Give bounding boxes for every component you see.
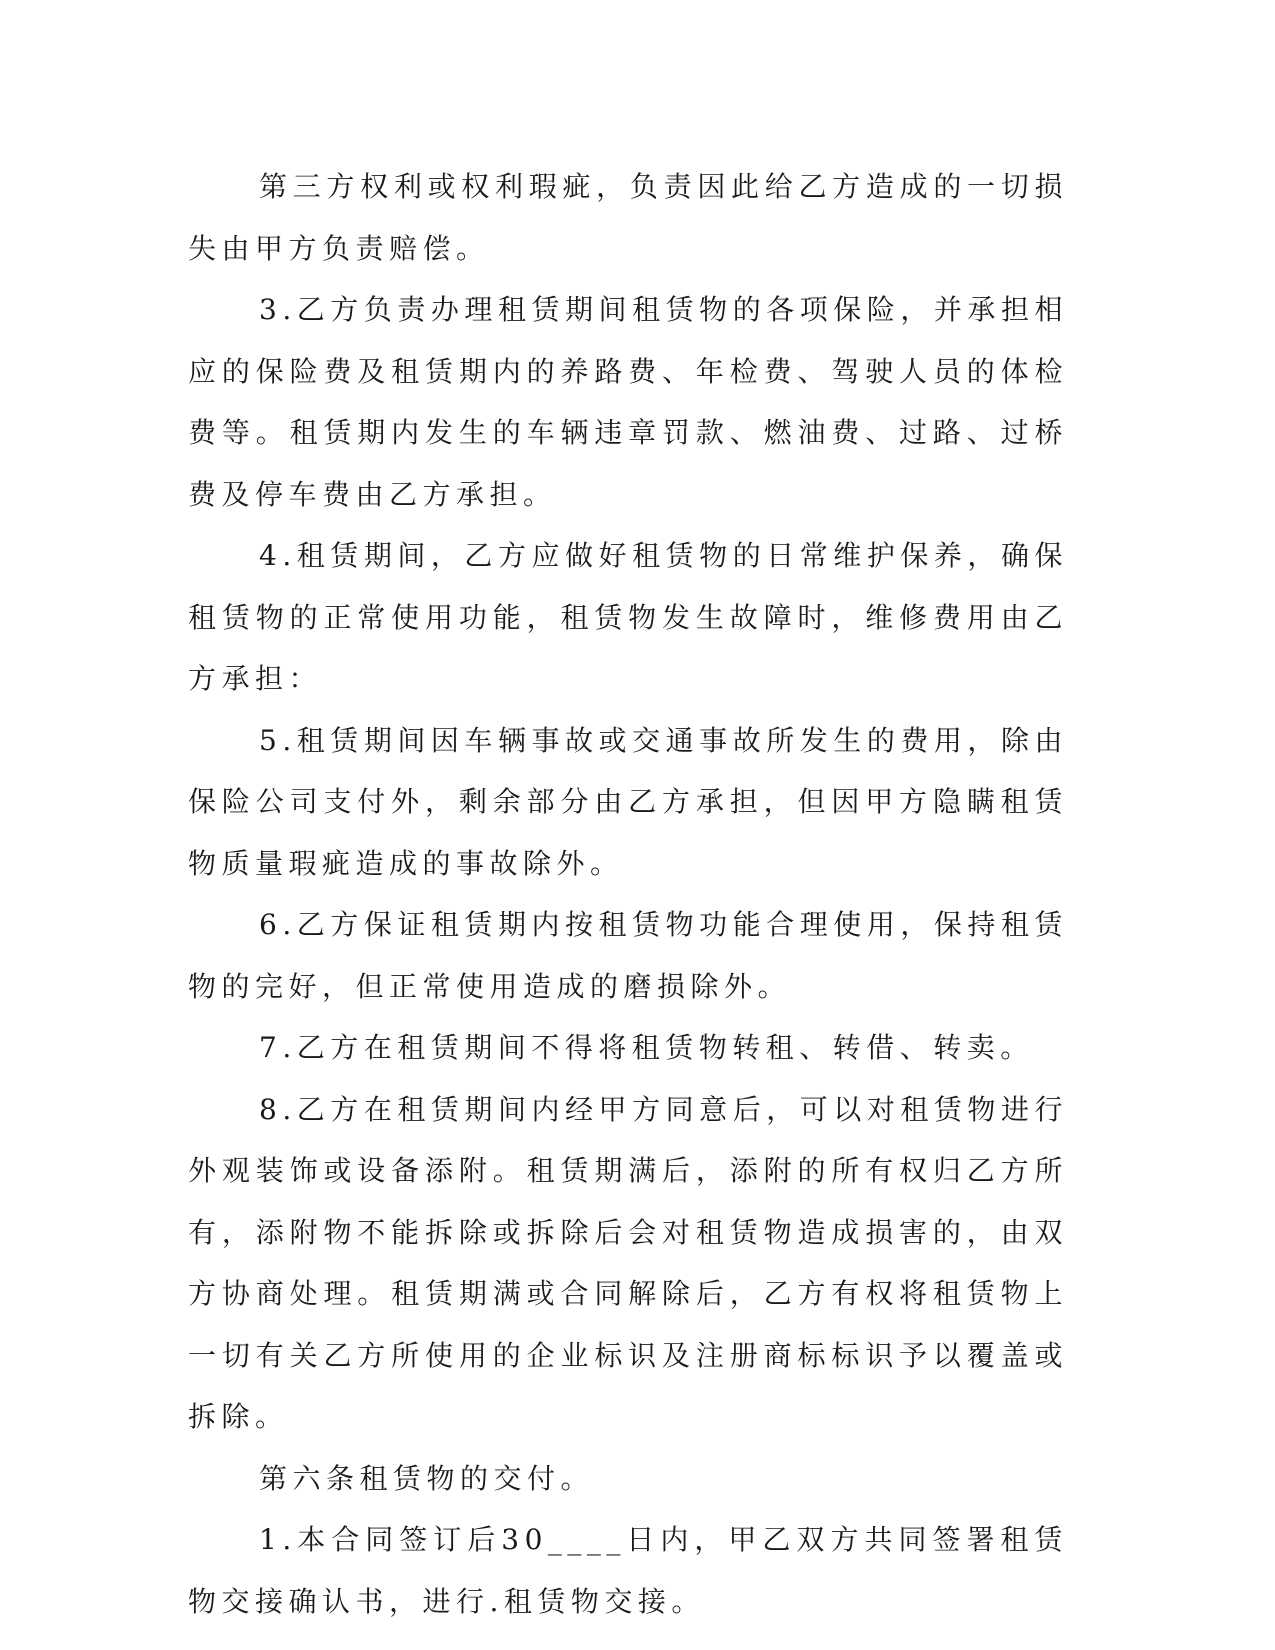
paragraph-clause-8: 8.乙方在租赁期间内经甲方同意后，可以对租赁物进行外观装饰或设备添附。租赁期满后，添附的所有权归乙方所有，添附物不能拆除或拆除后会对租赁物造成损害的，由双方协商处理。租赁期满或合同解除后，乙方有权将租赁物上一切有关乙方所使用的企业标识及注册商标标识予以覆盖或拆除。: [188, 1092, 1068, 1433]
paragraph-clause-6: 6.乙方保证租赁期内按租赁物功能合理使用，保持租赁物的完好，但正常使用造成的磨损除外。: [188, 908, 1068, 1003]
paragraph-clause-4: 4.租赁期间，乙方应做好租赁物的日常维护保养，确保租赁物的正常使用功能，租赁物发生故障时，维修费用由乙方承担：: [188, 539, 1068, 695]
paragraph-clause-7: 7.乙方在租赁期间不得将租赁物转租、转借、转卖。: [259, 1031, 1034, 1064]
paragraph-continuation: 第三方权利或权利瑕疵，负责因此给乙方造成的一切损失由甲方负责赔偿。: [188, 170, 1068, 265]
paragraph-clause-5: 5.租赁期间因车辆事故或交通事故所发生的费用，除由保险公司支付外，剩余部分由乙方承担，但因甲方隐瞒租赁物质量瑕疵造成的事故除外。: [188, 723, 1068, 880]
paragraph-article-6-clause-1: 1.本合同签订后30____日内，甲乙双方共同签署租赁物交接确认书，进行.租赁物交接。: [188, 1523, 1068, 1618]
document-body: [188, 156, 1068, 1632]
section-heading-article-6: 第六条租赁物的交付。: [259, 1461, 595, 1495]
paragraph-clause-3: 3.乙方负责办理租赁期间租赁物的各项保险，并承担相应的保险费及租赁期内的养路费、年检费、驾驶人员的体检费等。租赁期内发生的车辆违章罚款、燃油费、过路、过桥费及停车费由乙方承担。: [188, 293, 1068, 511]
